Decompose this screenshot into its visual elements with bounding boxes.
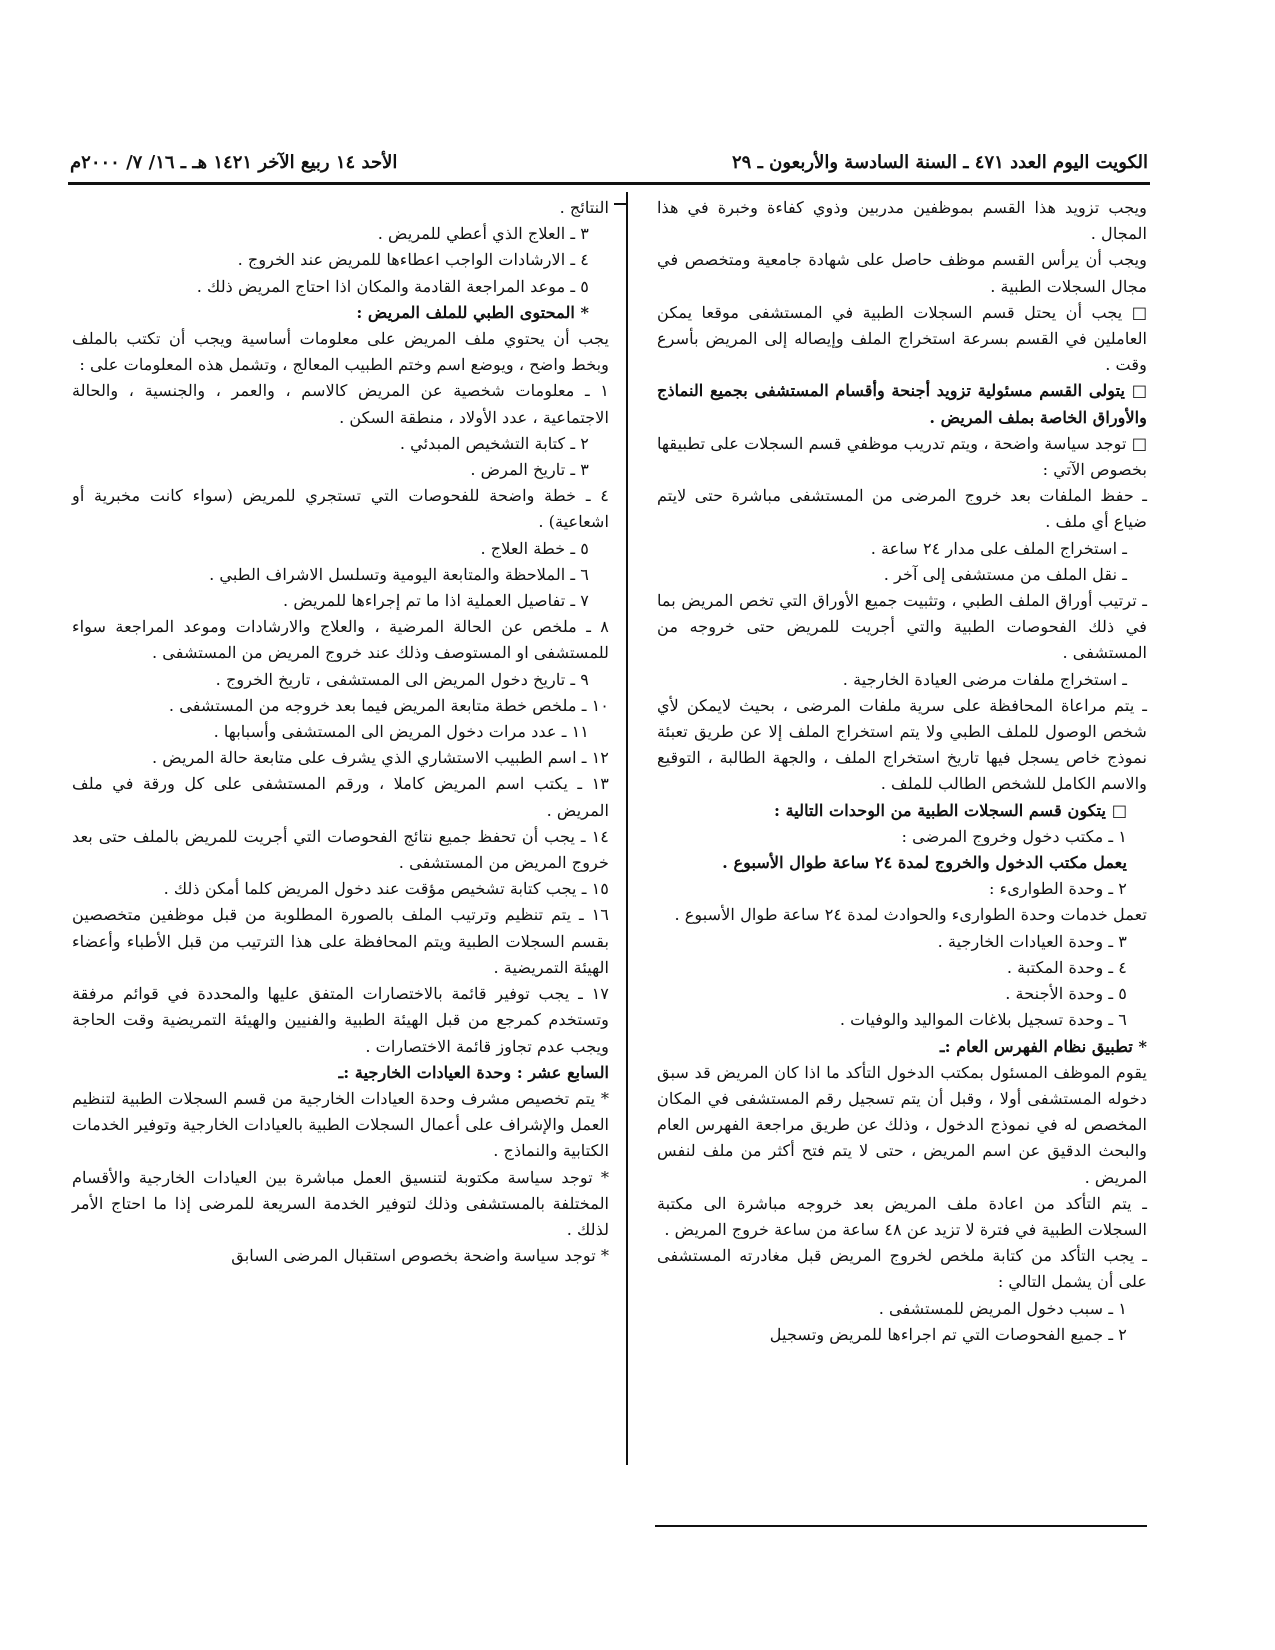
paragraph: يقوم الموظف المسئول بمكتب الدخول التأكد ما اذا كان المريض قد سبق دخوله المستشفى أولا ، وقبل أن يتم تسجيل رقم المستشفى في المكان المخصص له في نموذج الدخول ، وذلك عن طريق مراجعة الفهرس العام والبحث الدقيق عن اسم المريض ، حتى لا يتم فتح أكثر من ملف لنفس المريض . — [657, 1062, 1147, 1187]
list-item: ١١ ـ عدد مرات دخول المريض الى المستشفى وأسبابها . — [213, 722, 589, 742]
list-item: ٦ ـ وحدة تسجيل بلاغات المواليد والوفيات . — [839, 1010, 1127, 1030]
column-divider-tick — [614, 203, 627, 205]
list-item: ٤ ـ وحدة المكتبة . — [1006, 957, 1127, 977]
list-item: ١٠ ـ ملخص خطة متابعة المريض فيما بعد خروجه من المستشفى . — [168, 695, 609, 715]
paragraph: ـ يجب التأكد من كتابة ملخص لخروج المريض قبل مغادرته المستشفى على أن يشمل التالي : — [657, 1246, 1147, 1292]
list-item: ٨ ـ ملخص عن الحالة المرضية ، والعلاج والارشادات وموعد المراجعة سواء للمستشفى او المستوصف وذلك عند خروج المريض من المستشفى . — [72, 617, 609, 663]
footer-rule — [655, 1525, 1147, 1527]
list-item: ١٤ ـ يجب أن تحفظ جميع نتائج الفحوصات التي أجريت للمريض بالملف حتى بعد خروج المريض من المستشفى . — [72, 826, 609, 873]
right-column — [657, 195, 1147, 1348]
column-divider — [626, 192, 628, 1465]
paragraph: النتائج . — [559, 198, 609, 217]
paragraph: يجب أن يحتوي ملف المريض على معلومات أساسية ويجب أن تكتب بالملف وبخط واضح ، ويوضع اسم وختم الطبيب المعالج ، وتشمل هذه المعلومات على : — [72, 329, 609, 375]
paragraph: * يتم تخصيص مشرف وحدة العيادات الخارجية من قسم السجلات الطبية لتنظيم العمل والإشراف على أعمال السجلات الطبية بالعيادات الخارجية وتوفير الخدمات الكتابية والنماذج . — [72, 1088, 609, 1161]
running-header-issue: الكويت اليوم العدد ٤٧١ ـ السنة السادسة والأربعون ـ ٢٩ — [732, 152, 1148, 173]
list-item: ٤ ـ خطة واضحة للفحوصات التي تستجري للمريض (سواء كانت مخبرية أو اشعاعية) . — [72, 486, 609, 532]
list-item: ـ ترتيب أوراق الملف الطبي ، وتثبيت جميع الأوراق التي تخص المريض بما في ذلك الفحوصات الطبية والتي أجريت للمريض حتى خروجه من المستشفى . — [657, 591, 1147, 663]
list-item: ٣ ـ وحدة العيادات الخارجية . — [937, 931, 1127, 951]
list-item: ٤ ـ الارشادات الواجب اعطاءها للمريض عند الخروج . — [237, 250, 589, 270]
running-header-date: الأحد ١٤ ربيع الآخر ١٤٢١ هـ ـ ١٦/ ٧/ ٢٠٠٠م — [70, 152, 398, 173]
section-heading: □ يتكون قسم السجلات الطبية من الوحدات التالية : — [773, 800, 1127, 820]
left-column — [72, 195, 609, 1269]
list-item: ١ ـ معلومات شخصية عن المريض كالاسم ، والعمر ، والجنسية ، والحالة الاجتماعية ، عدد الأولاد ، منطقة السكن . — [72, 381, 609, 427]
list-item: ـ استخراج ملفات مرضى العيادة الخارجية . — [842, 669, 1127, 689]
list-item: ـ حفظ الملفات بعد خروج المرضى من المستشفى مباشرة حتى لايتم ضياع أي ملف . — [657, 486, 1147, 532]
paragraph: ـ يتم التأكد من اعادة ملف المريض بعد خروجه مباشرة الى مكتبة السجلات الطبية في فترة لا تزيد عن ٤٨ ساعة من ساعة خروج المريض . — [657, 1193, 1147, 1239]
list-item: ٦ ـ الملاحظة والمتابعة اليومية وتسلسل الاشراف الطبي . — [209, 564, 589, 584]
list-item: ١٣ ـ يكتب اسم المريض كاملا ، ورقم المستشفى على كل ورقة في ملف المريض . — [72, 774, 609, 820]
paragraph: * توجد سياسة واضحة بخصوص استقبال المرضى السابق — [231, 1246, 609, 1266]
list-item: ٢ ـ وحدة الطوارىء : — [989, 879, 1127, 899]
section-heading: السابع عشر : وحدة العيادات الخارجية :ـ — [338, 1062, 609, 1082]
list-item: ٥ ـ خطة العلاج . — [480, 538, 589, 558]
list-item: ١٧ ـ يجب توفير قائمة بالاختصارات المتفق عليها والمحددة في قوائم مرفقة وتستخدم كمرجع من قبل الهيئة الطبية والفنيين والهيئة التمريضية وقت الحاجة ويجب عدم تجاوز قائمة الاختصارات . — [72, 984, 609, 1056]
list-item: ١٥ ـ يجب كتابة تشخيص مؤقت عند دخول المريض كلما أمكن ذلك . — [163, 879, 609, 899]
list-item: ١ ـ سبب دخول المريض للمستشفى . — [878, 1298, 1127, 1318]
paragraph: □ توجد سياسة واضحة ، ويتم تدريب موظفي قسم السجلات على تطبيقها بخصوص الآتي : — [657, 433, 1147, 480]
list-item: ١٦ ـ يتم تنظيم وترتيب الملف بالصورة المطلوبة من قبل موظفين متخصصين بقسم السجلات الطبية ويتم المحافظة على هذا الترتيب من قبل الأطباء وأعضاء الهيئة التمريضية . — [72, 905, 609, 977]
paragraph: □ يجب أن يحتل قسم السجلات الطبية في المستشفى موقعا يمكن العاملين في القسم بسرعة استخراج الملف وإيصاله إلى المريض بأسرع وقت . — [657, 302, 1147, 375]
paragraph: تعمل خدمات وحدة الطوارىء والحوادث لمدة ٢٤ ساعة طوال الأسبوع . — [674, 905, 1147, 925]
list-item: ٣ ـ العلاج الذي أعطي للمريض . — [377, 224, 589, 244]
list-item: ٧ ـ تفاصيل العملية اذا ما تم إجراءها للمريض . — [283, 591, 589, 611]
list-item: ٢ ـ جميع الفحوصات التي تم اجراءها للمريض وتسجيل — [769, 1324, 1127, 1344]
list-item: ٩ ـ تاريخ دخول المريض الى المستشفى ، تاريخ الخروج . — [215, 669, 589, 689]
paragraph: * توجد سياسة مكتوبة لتنسيق العمل مباشرة بين العيادات الخارجية والأقسام المختلفة بالمستشفى وذلك لتوفير الخدمة السريعة للمرضى إذا ما احتاج الأمر لذلك . — [72, 1167, 609, 1239]
list-item: ١ ـ مكتب دخول وخروج المرضى : — [901, 826, 1127, 846]
paragraph: ويجب أن يرأس القسم موظف حاصل على شهادة جامعية ومتخصص في مجال السجلات الطبية . — [657, 250, 1147, 296]
list-item: ـ نقل الملف من مستشفى إلى آخر . — [883, 564, 1127, 584]
list-item: ٢ ـ كتابة التشخيص المبدئي . — [399, 433, 589, 453]
section-heading: * تطبيق نظام الفهرس العام :ـ — [939, 1036, 1147, 1056]
list-item: ٥ ـ موعد المراجعة القادمة والمكان اذا احتاج المريض ذلك . — [196, 276, 589, 296]
paragraph: ويجب تزويد هذا القسم بموظفين مدربين وذوي كفاءة وخبرة في هذا المجال . — [657, 198, 1147, 244]
list-item: ٣ ـ تاريخ المرض . — [470, 460, 589, 480]
list-item: ١٢ ـ اسم الطبيب الاستشاري الذي يشرف على متابعة حالة المريض . — [152, 748, 609, 768]
header-rule — [68, 182, 1150, 185]
paragraph: يعمل مكتب الدخول والخروج لمدة ٢٤ ساعة طوال الأسبوع . — [722, 853, 1127, 873]
list-item: ٥ ـ وحدة الأجنحة . — [1005, 984, 1127, 1004]
list-item: ـ استخراج الملف على مدار ٢٤ ساعة . — [870, 538, 1127, 558]
section-heading: * المحتوى الطبي للملف المريض : — [356, 302, 589, 322]
list-item: ـ يتم مراعاة المحافظة على سرية ملفات المرضى ، بحيث لايمكن لأي شخص الوصول للملف الطبي ولا يتم استخراج الملف إلا عن طريق تعبئة نموذج خاص يسجل فيها تاريخ استخراج الملف ، والجهة الطالبة ، التوقيع والاسم الكامل للشخص الطالب للملف . — [657, 695, 1147, 794]
paragraph: □ يتولى القسم مسئولية تزويد أجنحة وأقسام المستشفى بجميع النماذج والأوراق الخاصة بملف المريض . — [657, 381, 1147, 427]
